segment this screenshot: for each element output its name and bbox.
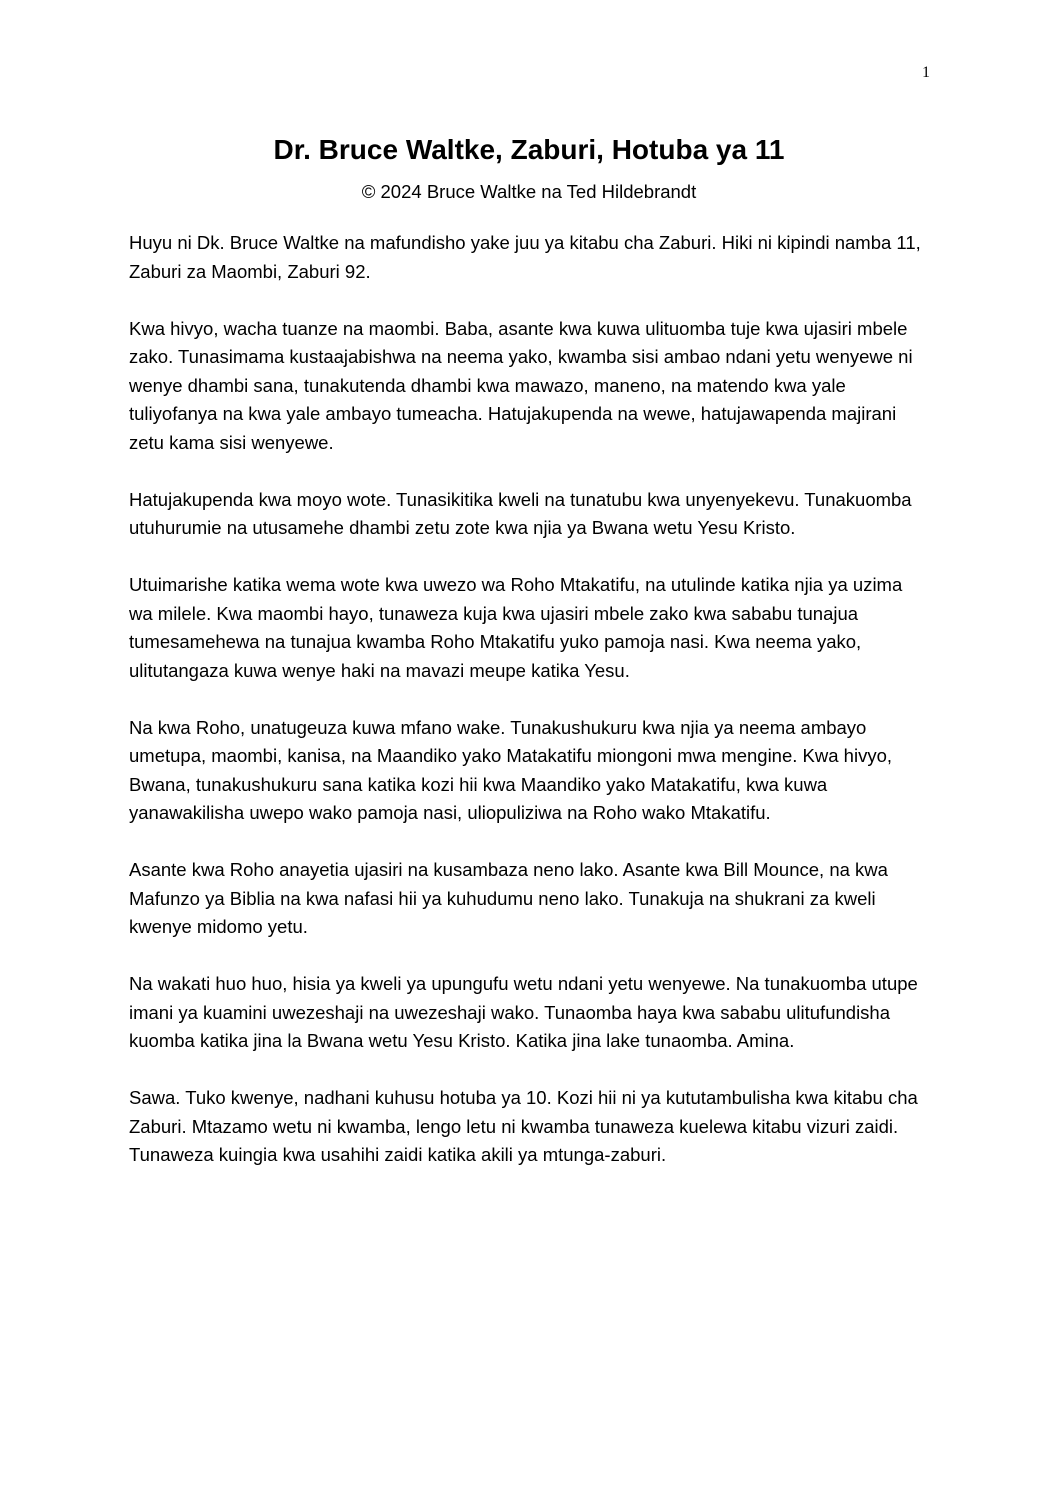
paragraph: Asante kwa Roho anayetia ujasiri na kusambaza neno lako. Asante kwa Bill Mounce, na kwa Mafunzo ya Biblia na kwa nafasi hii ya kuhudumu neno lako. Tunakuja na shukrani za kweli kwenye midomo yetu. <box>129 859 888 937</box>
document-body <box>129 229 929 1198</box>
paragraph-intro: Huyu ni Dk. Bruce Waltke na mafundisho yake juu ya kitabu cha Zaburi. Hiki ni kipindi namba 11, Zaburi za Maombi, Zaburi 92. <box>129 232 921 282</box>
paragraph: Sawa. Tuko kwenye, nadhani kuhusu hotuba ya 10. Kozi hii ni ya kututambulisha kwa kitabu cha Zaburi. Mtazamo wetu ni kwamba, lengo letu ni kwamba tunaweza kuelewa kitabu vizuri zaidi. Tunaweza kuingia kwa usahihi zaidi katika akili ya mtunga-zaburi. <box>129 1087 918 1165</box>
paragraph: Na wakati huo huo, hisia ya kweli ya upungufu wetu ndani yetu wenyewe. Na tunakuomba utupe imani ya kuamini uwezeshaji na uwezeshaji wako. Tunaomba haya kwa sababu ulitufundisha kuomba katika jina la Bwana wetu Yesu Kristo. Katika jina lake tunaomba. Amina. <box>129 973 918 1051</box>
paragraph: Kwa hivyo, wacha tuanze na maombi. Baba, asante kwa kuwa ulituomba tuje kwa ujasiri mbele zako. Tunasimama kustaajabishwa na neema yako, kwamba sisi ambao ndani yetu wenyewe ni wenye dhambi sana, tunakutenda dhambi kwa mawazo, maneno, na matendo kwa yale tuliyofanya na kwa yale ambayo tumeacha. Hatujakupenda na wewe, hatujawapenda majirani zetu kama sisi wenyewe. <box>129 317 913 453</box>
paragraph: Na kwa Roho, unatugeuza kuwa mfano wake. Tunakushukuru kwa njia ya neema ambayo umetupa, maombi, kanisa, na Maandiko yako Matakatifu miongoni mwa mengine. Kwa hivyo, Bwana, tunakushukuru sana katika kozi hii kwa Maandiko yako Matakatifu, kwa kuwa yanawakilisha uwepo wako pamoja nasi, uliopuliziwa na Roho wako Mtakatifu. <box>129 716 892 823</box>
document-title: Dr. Bruce Waltke, Zaburi, Hotuba ya 11 <box>273 134 785 165</box>
paragraph: Hatujakupenda kwa moyo wote. Tunasikitika kweli na tunatubu kwa unyenyekevu. Tunakuomba utuhurumie na utusamehe dhambi zetu zote kwa njia ya Bwana wetu Yesu Kristo. <box>129 488 912 538</box>
page-number: 1 <box>922 64 930 81</box>
copyright-line: © 2024 Bruce Waltke na Ted Hildebrandt <box>361 181 697 202</box>
paragraph: Utuimarishe katika wema wote kwa uwezo wa Roho Mtakatifu, na utulinde katika njia ya uzima wa milele. Kwa maombi hayo, tunaweza kuja kwa ujasiri mbele zako kwa sababu tunajua tumesamehewa na tunajua kwamba Roho Mtakatifu yuko pamoja nasi. Kwa neema yako, ulitutangaza kuwa wenye haki na mavazi meupe katika Yesu. <box>129 574 903 681</box>
